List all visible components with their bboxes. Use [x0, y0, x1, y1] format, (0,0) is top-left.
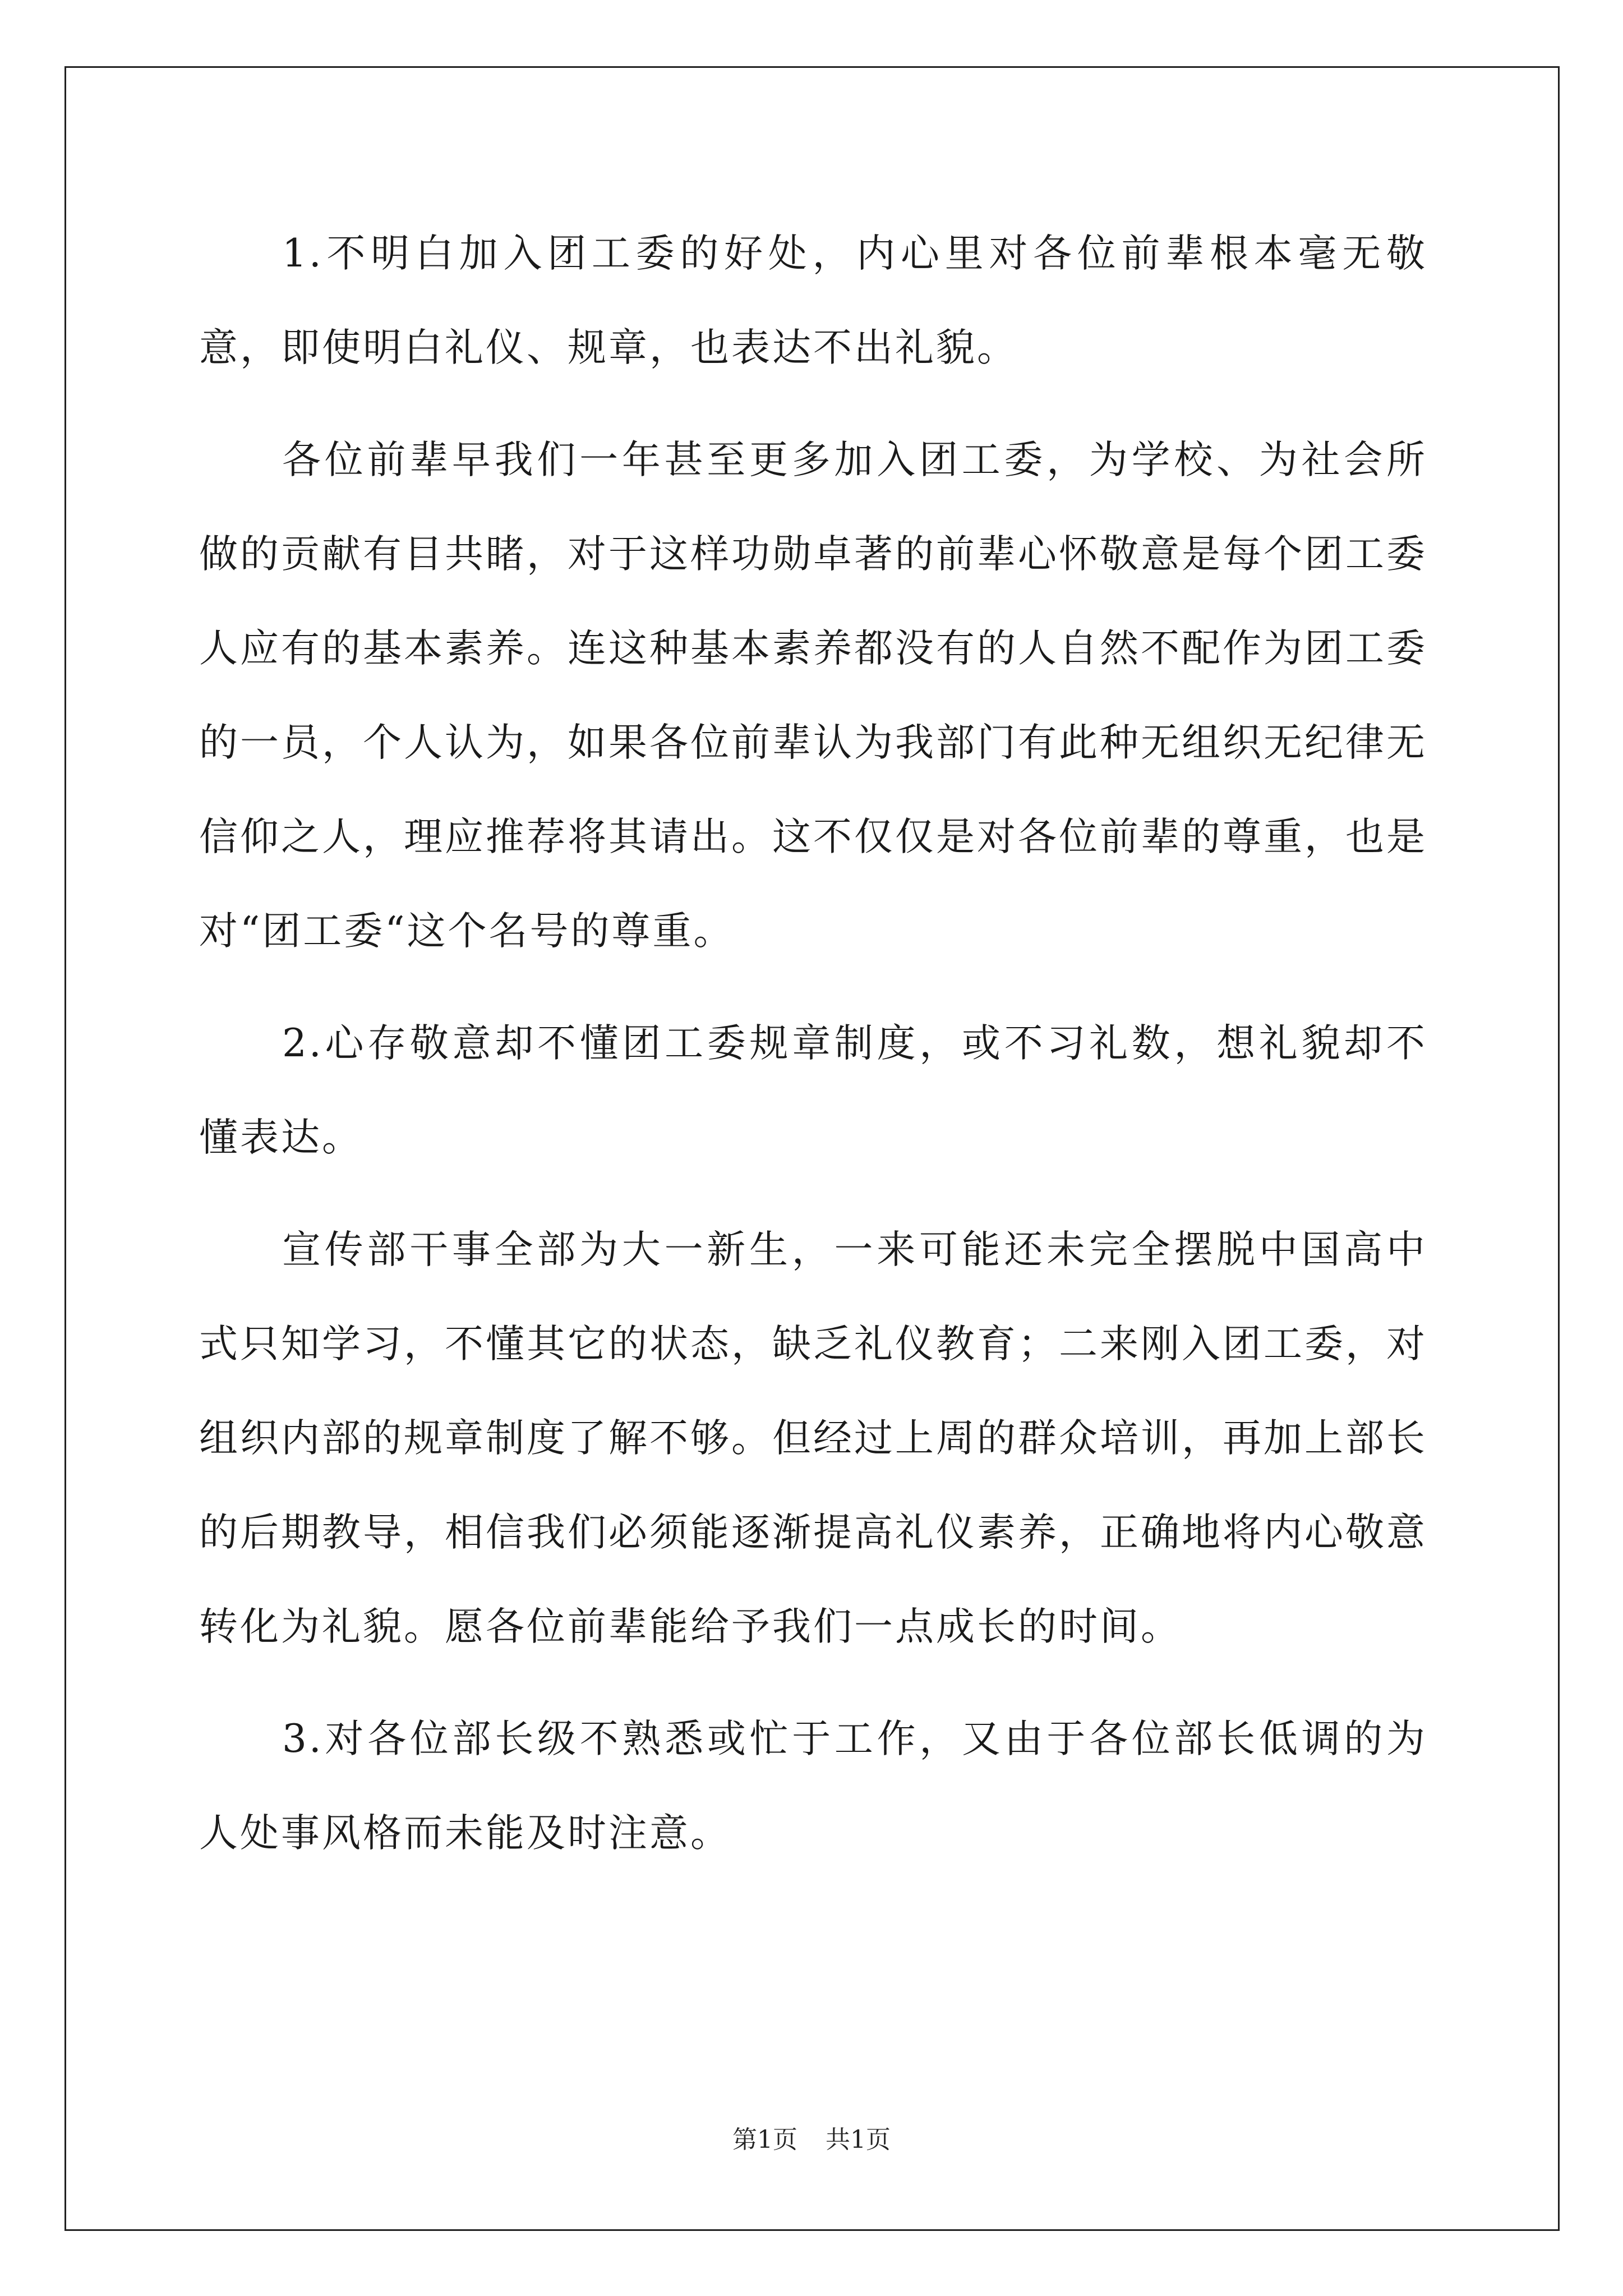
paragraph: 3.对各位部长级不熟悉或忙于工作，又由于各位部长低调的为人处事风格而未能及时注意。	[199, 1717, 1427, 1856]
paragraph: 1.不明白加入团工委的好处，内心里对各位前辈根本毫无敬意，即使明白礼仪、规章，也表达不出礼貌。	[199, 231, 1427, 370]
paragraph: 2.心存敬意却不懂团工委规章制度，或不习礼数，想礼貌却不懂表达。	[199, 1021, 1427, 1160]
paragraph: 宣传部干事全部为大一新生，一来可能还未完全摆脱中国高中式只知学习，不懂其它的状态，缺乏礼仪教育；二来刚入团工委，对组织内部的规章制度了解不够。但经过上周的群众培训，再加上部长的后期教导，相信我们必须能逐渐提高礼仪素养，正确地将内心敬意转化为礼貌。愿各位前辈能给予我们一点成长的时间。	[199, 1227, 1427, 1649]
page-total: 共1页	[826, 2125, 891, 2154]
page-number: 第1页	[732, 2125, 797, 2154]
paragraph: 各位前辈早我们一年甚至更多加入团工委，为学校、为社会所做的贡献有目共睹，对于这样功勋卓著的前辈心怀敬意是每个团工委人应有的基本素养。连这种基本素养都没有的人自然不配作为团工委的一员，个人认为，如果各位前辈认为我部门有此种无组织无纪律无信仰之人，理应推荐将其请出。这不仅仅是对各位前辈的尊重，也是对“团工委“这个名号的尊重。	[199, 438, 1427, 954]
document-body	[199, 206, 1427, 1898]
page-footer	[0, 2123, 1623, 2157]
